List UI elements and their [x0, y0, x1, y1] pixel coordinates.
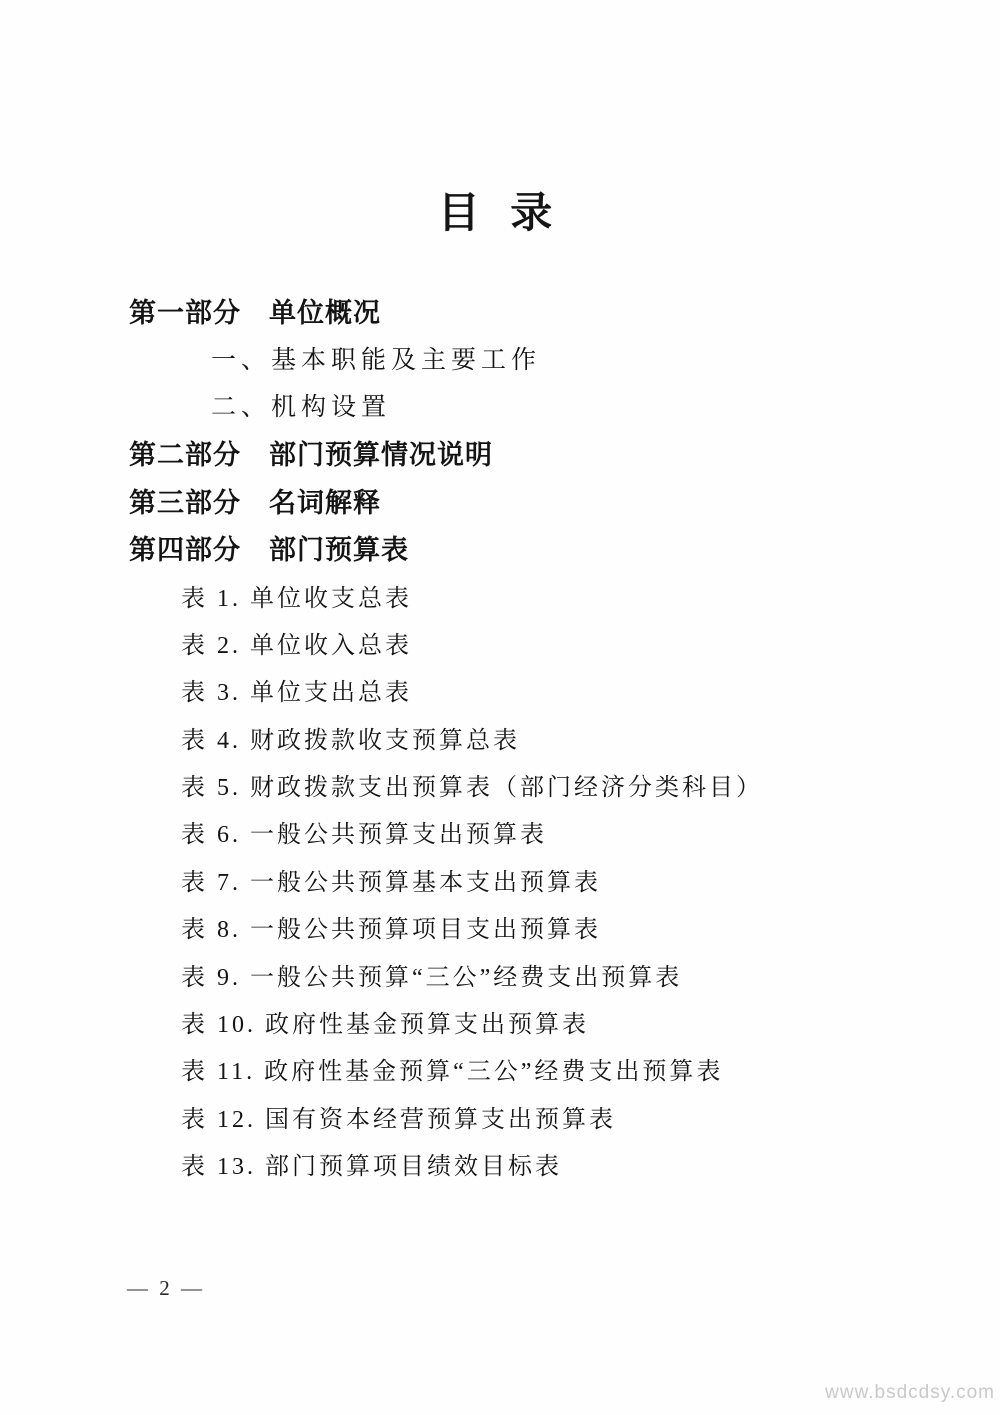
toc-entry-table-5: 表 5. 财政拨款支出预算表（部门经济分类科目） [181, 775, 763, 802]
toc-entry-sub-2: 二、机构设置 [211, 394, 392, 422]
toc-entry-table-13: 表 13. 部门预算项目绩效目标表 [181, 1154, 562, 1181]
watermark: www.bsdcdsy.com [825, 1382, 995, 1403]
toc-entry-table-2: 表 2. 单位收入总表 [181, 632, 412, 659]
toc-entry-part-2: 第二部分 部门预算情况说明 [129, 440, 493, 471]
table-of-contents [0, 287, 1000, 1187]
toc-entry-table-3: 表 3. 单位支出总表 [181, 680, 412, 707]
toc-entry-table-8: 表 8. 一般公共预算项目支出预算表 [181, 917, 601, 944]
toc-entry-part-4: 第四部分 部门预算表 [129, 535, 409, 566]
toc-entry-table-6: 表 6. 一般公共预算支出预算表 [181, 822, 547, 849]
toc-entry-table-9: 表 9. 一般公共预算“三公”经费支出预算表 [181, 964, 683, 991]
toc-entry-table-7: 表 7. 一般公共预算基本支出预算表 [181, 869, 601, 896]
toc-entry-table-10: 表 10. 政府性基金预算支出预算表 [181, 1012, 589, 1039]
page-number: — 2 — [127, 1276, 205, 1300]
toc-entry-sub-1: 一、基本职能及主要工作 [211, 347, 542, 375]
toc-entry-table-11: 表 11. 政府性基金预算“三公”经费支出预算表 [181, 1059, 724, 1086]
toc-entry-table-1: 表 1. 单位收支总表 [181, 585, 412, 612]
toc-entry-part-3: 第三部分 名词解释 [129, 487, 381, 518]
toc-entry-part-1: 第一部分 单位概况 [129, 298, 381, 329]
page-title: 目 录 [437, 191, 563, 237]
toc-entry-table-4: 表 4. 财政拨款收支预算总表 [181, 727, 520, 754]
toc-entry-table-12: 表 12. 国有资本经营预算支出预算表 [181, 1106, 616, 1133]
